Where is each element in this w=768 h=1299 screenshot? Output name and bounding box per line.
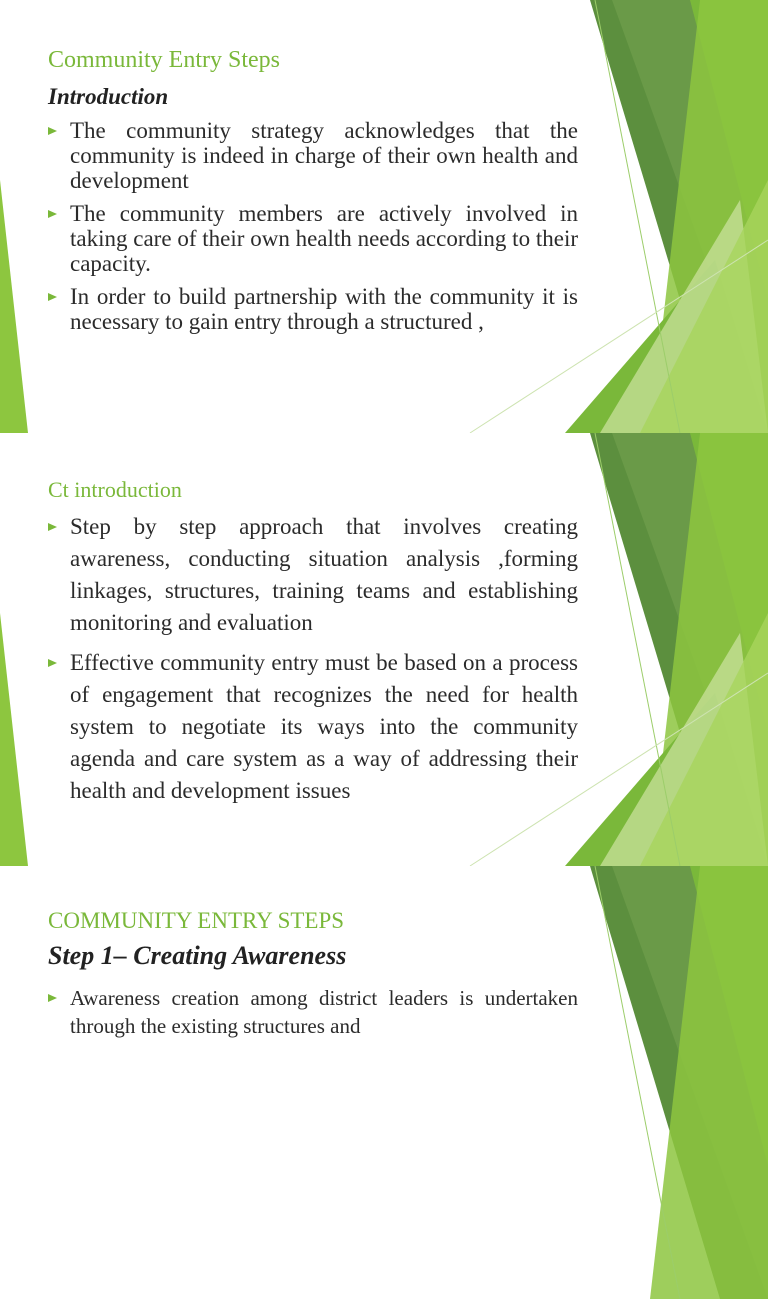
slide-title: Ct introduction — [48, 477, 182, 502]
slide-subtitle: Introduction — [48, 84, 169, 109]
slide-subtitle: Step 1– Creating Awareness — [48, 941, 347, 970]
bullet-item: The community strategy acknowledges that the community is indeed in charge of their own health and development — [48, 118, 578, 193]
bullet-item: Awareness creation among district leaders is undertaken through the existing structures and — [48, 984, 578, 1040]
bullet-list — [48, 511, 578, 815]
slide-2 — [0, 433, 768, 866]
slide-title: Community Entry Steps — [48, 47, 281, 73]
slide-1 — [0, 0, 768, 433]
bullet-list — [48, 984, 578, 1040]
slide-3 — [0, 866, 768, 1038]
bullet-item: In order to build partnership with the community it is necessary to gain entry through a structured , — [48, 284, 578, 334]
bullet-item: Effective community entry must be based on a process of engagement that recognizes the need for health system to negotiate its ways into the community agenda and care system as a way of addressing their health and development issues — [48, 647, 578, 807]
bullet-item: The community members are actively involved in taking care of their own health needs according to their capacity. — [48, 201, 578, 276]
slide-title: COMMUNITY ENTRY STEPS — [48, 908, 345, 933]
bullet-item: Step by step approach that involves creating awareness, conducting situation analysis ,forming linkages, structures, training teams and establishing monitoring and evaluation — [48, 511, 578, 639]
bullet-list — [48, 118, 578, 342]
